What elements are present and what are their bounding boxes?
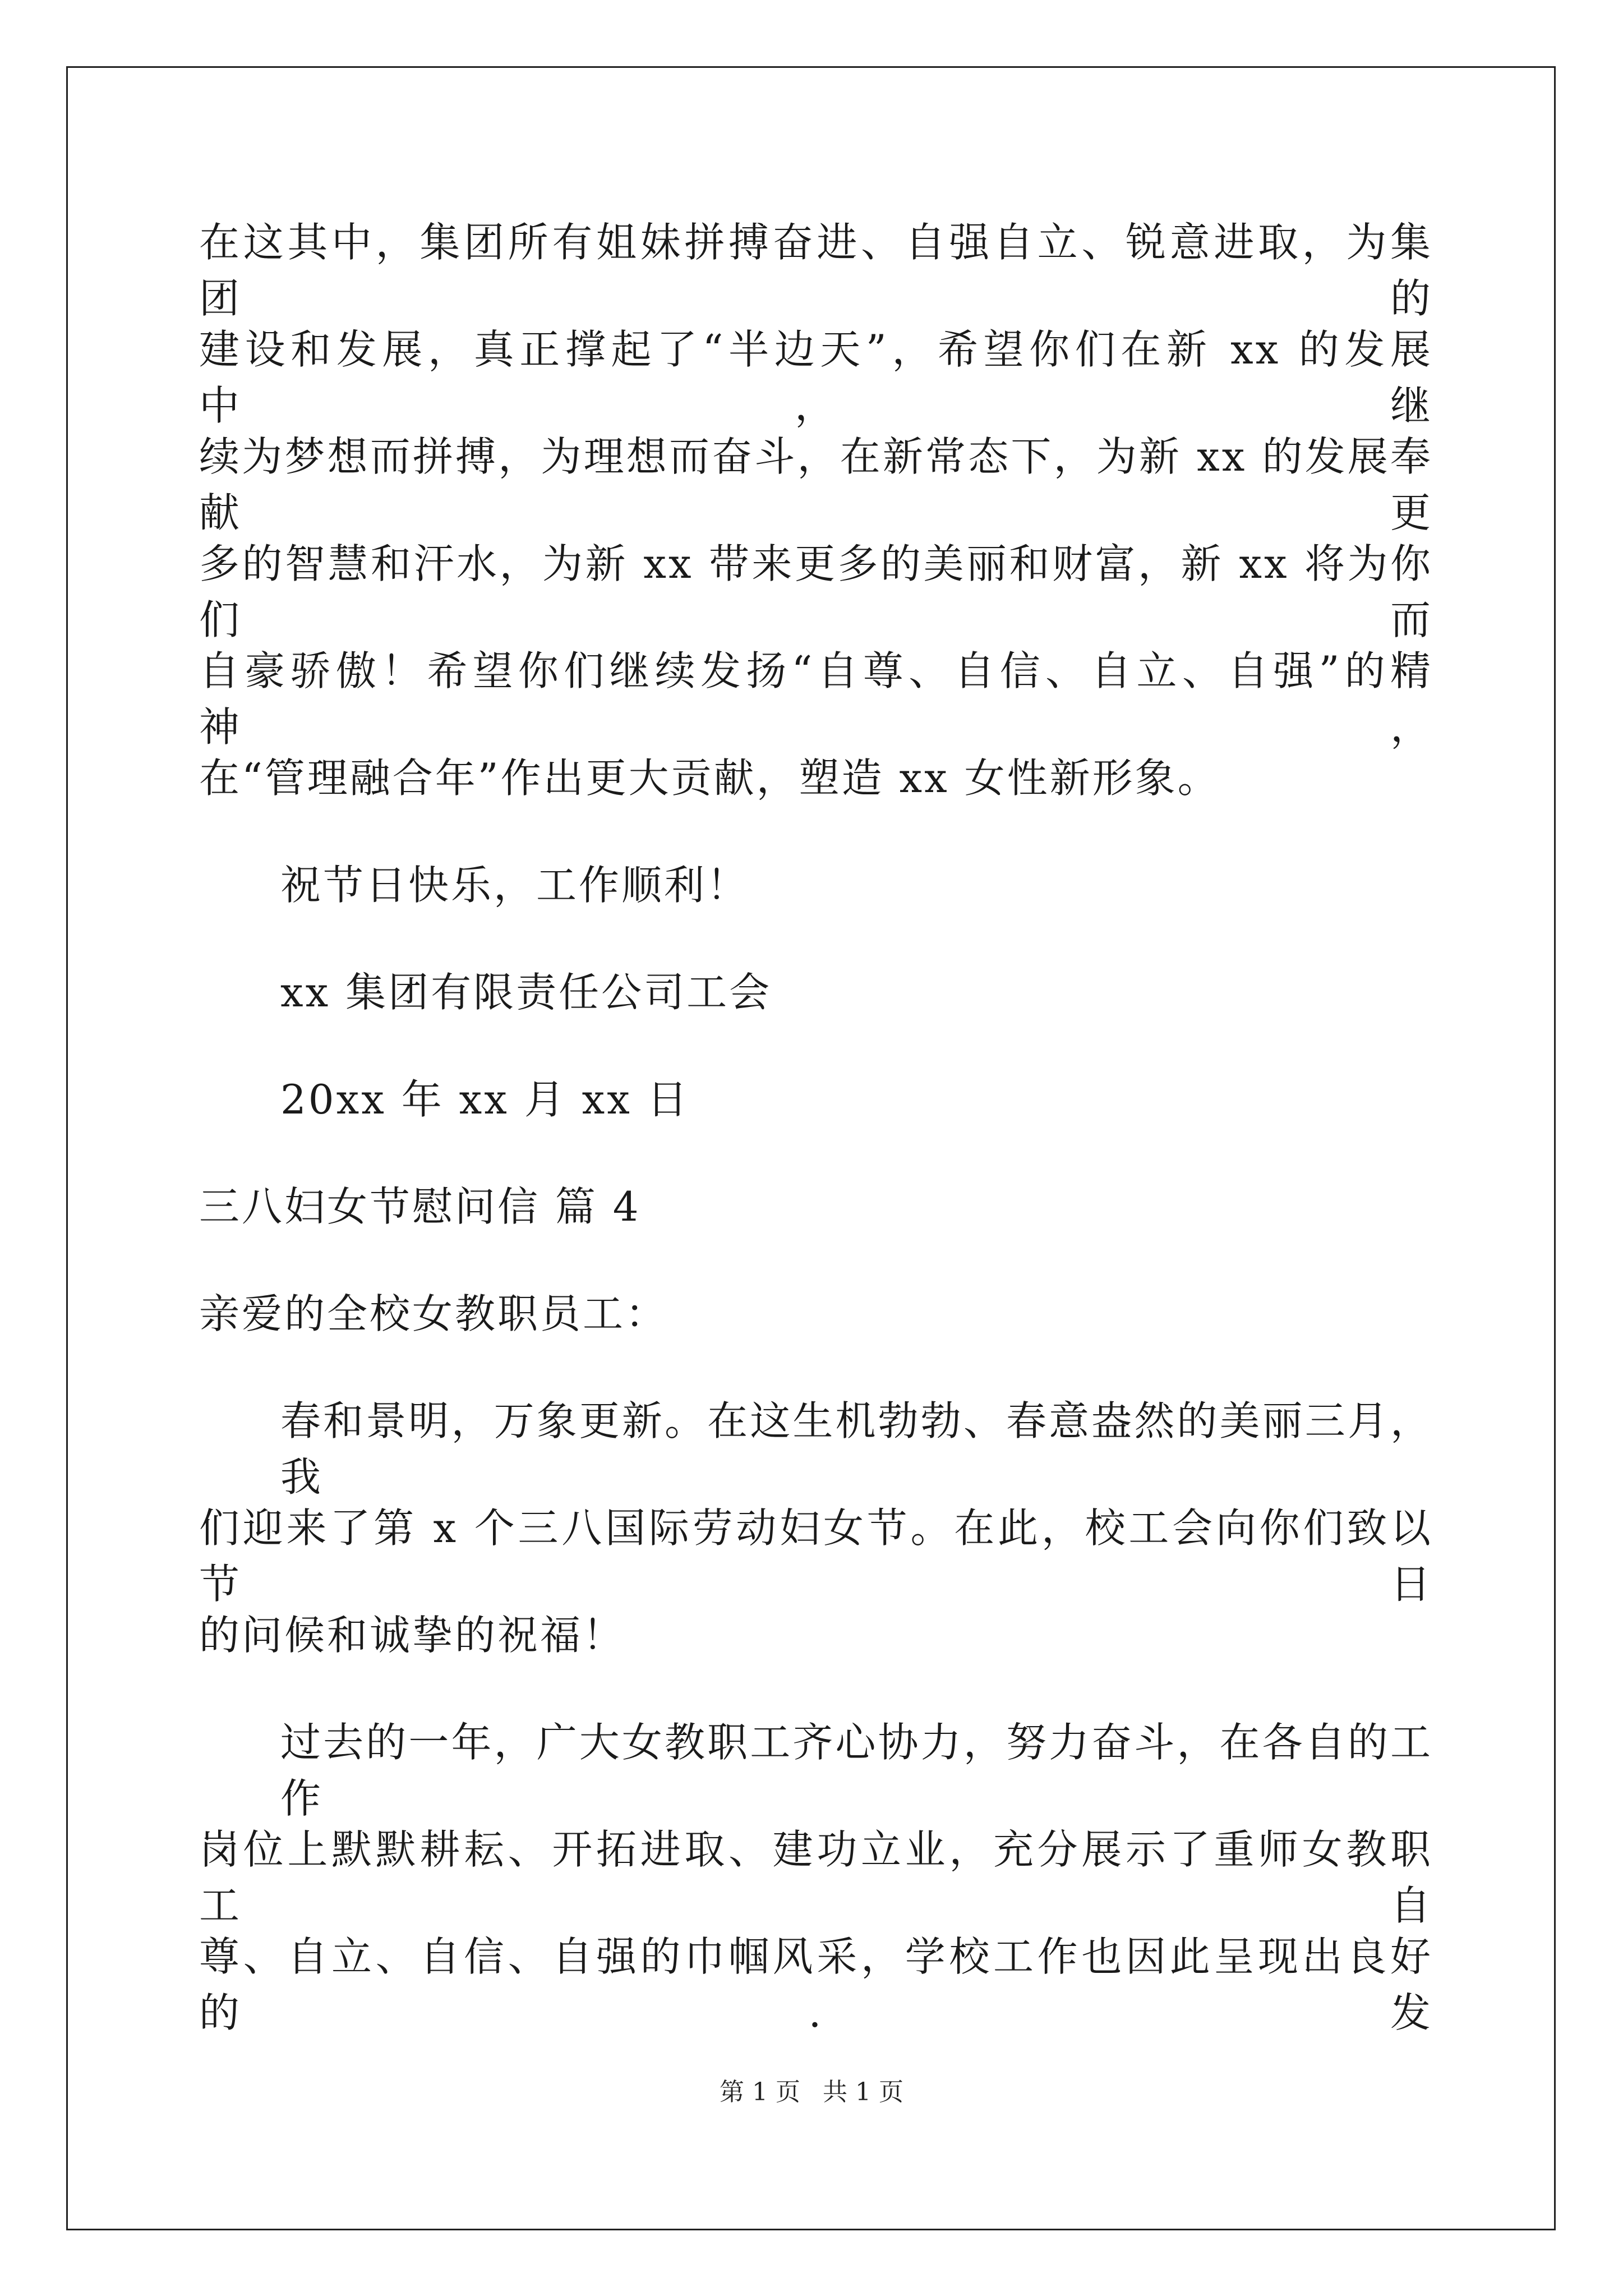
text-line: 的问候和诚挚的祝福！	[199, 1612, 626, 1659]
document-body	[199, 214, 1433, 2036]
text-line: 亲爱的全校女教职员工：	[199, 1290, 668, 1337]
text-line: 建设和发展，真正撑起了“半边天”，希望你们在新 xx 的发展中，继	[199, 326, 1433, 429]
page-footer	[0, 2076, 1623, 2109]
text-line: 在“管理融合年”作出更大贡献，塑造 xx 女性新形象。	[199, 754, 1220, 802]
text-line: xx 集团有限责任公司工会	[280, 969, 772, 1016]
text-line: 春和景明，万象更新。在这生机勃勃、春意盎然的美丽三月，我	[280, 1397, 1433, 1501]
text-line: 多的智慧和汗水，为新 xx 带来更多的美丽和财富，新 xx 将为你们而	[199, 540, 1433, 643]
text-line: 三八妇女节慰问信 篇 4	[199, 1183, 641, 1230]
text-line: 续为梦想而拼搏，为理想而奋斗，在新常态下，为新 xx 的发展奉献更	[199, 433, 1433, 536]
text-line: 过去的一年，广大女教职工齐心协力，努力奋斗，在各自的工作	[280, 1719, 1433, 1822]
page-number: 第 1 页	[720, 2078, 800, 2106]
text-line: 尊、自立、自信、自强的巾帼风采，学校工作也因此呈现出良好的.发	[199, 1933, 1433, 2036]
text-line: 们迎来了第 x 个三八国际劳动妇女节。在此，校工会向你们致以节日	[199, 1504, 1433, 1608]
text-line: 岗位上默默耕耘、开拓进取、建功立业，充分展示了重师女教职工自	[199, 1826, 1433, 1929]
page-total: 共 1 页	[823, 2078, 903, 2106]
text-line: 自豪骄傲！希望你们继续发扬“自尊、自信、自立、自强”的精神，	[199, 647, 1433, 751]
text-line: 祝节日快乐，工作顺利！	[280, 862, 750, 909]
text-line: 20xx 年 xx 月 xx 日	[280, 1076, 690, 1123]
text-line: 在这其中，集团所有姐妹拼搏奋进、自强自立、锐意进取，为集团的	[199, 219, 1433, 322]
